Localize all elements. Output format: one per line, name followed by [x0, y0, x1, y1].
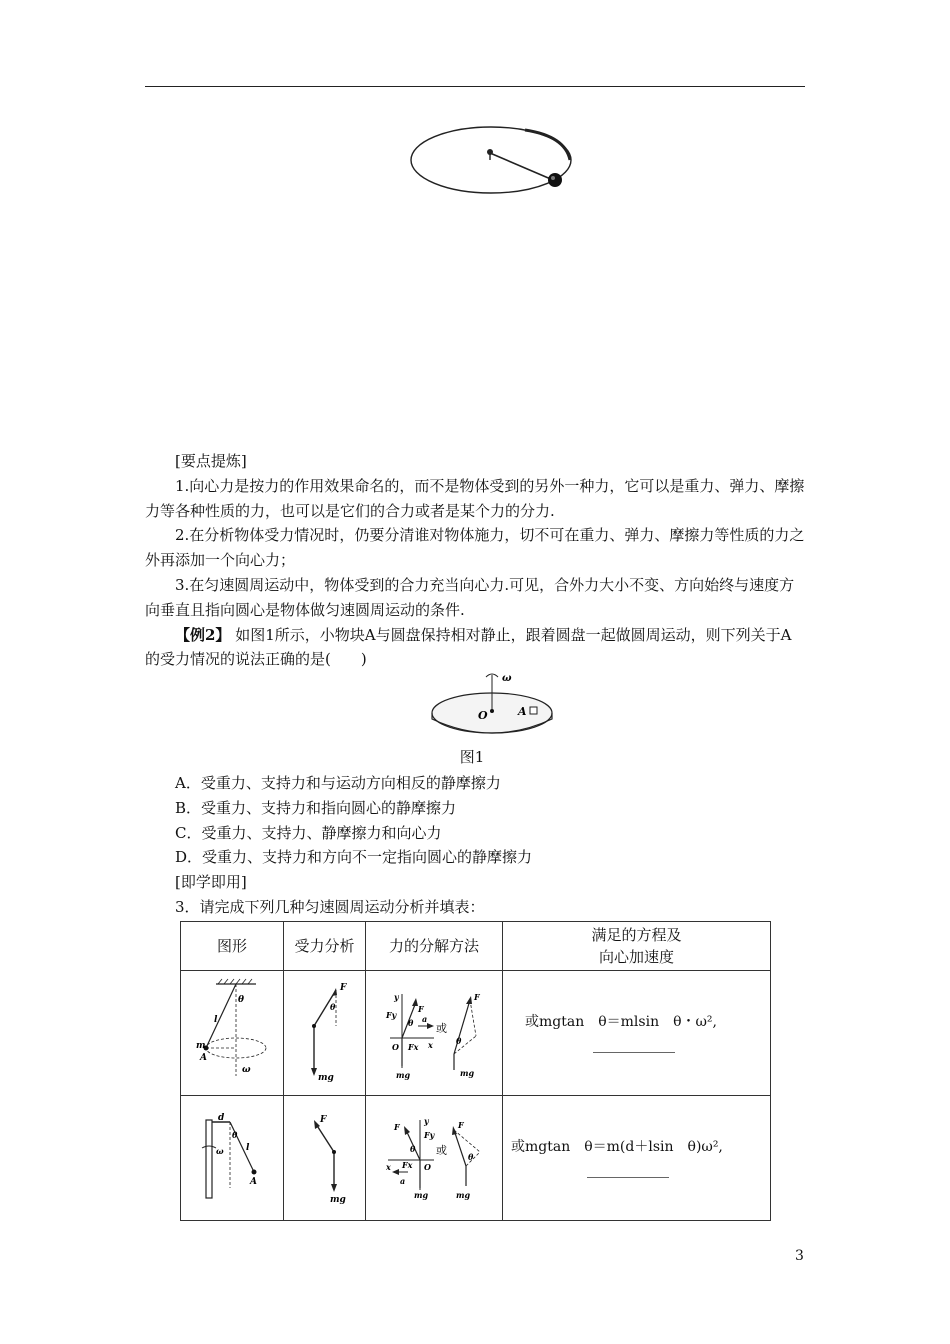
- row2-dec-a-label: a: [400, 1176, 406, 1186]
- row2-equation-cell: [503, 1096, 771, 1221]
- table-header-row: [181, 922, 771, 971]
- header-decomposition: 力的分解方法: [366, 922, 503, 971]
- circular-motion-illustration: [405, 122, 585, 198]
- row1-omega-label: ω: [242, 1065, 251, 1075]
- row1-dec-y-label: y: [394, 992, 399, 1002]
- row2-dec-o-label: O: [424, 1162, 431, 1172]
- example-label: 【例2】: [175, 625, 231, 644]
- row2-decomposition-diagram: [372, 1108, 496, 1204]
- row2-dec-theta-label: θ: [410, 1144, 416, 1154]
- example-question: [145, 623, 805, 673]
- row2-force-diagram: [290, 1108, 360, 1204]
- row2-a-label: A: [250, 1177, 257, 1187]
- row2-dec-y-label: y: [424, 1116, 429, 1126]
- row2-decomposition-cell: [366, 1096, 503, 1221]
- row2-force-mg-label: mg: [329, 1195, 346, 1204]
- row1-dec-a-label: a: [422, 1014, 428, 1024]
- row2-dec-f2-label: F: [458, 1120, 464, 1130]
- row1-dec-f2-label: F: [474, 992, 480, 1002]
- conical-pendulum-diagram: [184, 976, 280, 1086]
- row2-dec-fy-label: Fy: [424, 1130, 435, 1140]
- option-c: C．受重力、支持力、静摩擦力和向心力: [175, 823, 442, 842]
- summary-section: [145, 449, 805, 672]
- row1-dec-mg2-label: mg: [460, 1068, 475, 1078]
- row1-dec-x-label: x: [428, 1040, 433, 1050]
- row1-l-label: l: [214, 1015, 218, 1025]
- option-a: A．受重力、支持力和与运动方向相反的静摩擦力: [175, 774, 501, 792]
- row1-decomposition-cell: [366, 971, 503, 1096]
- row1-equation-cell: [503, 971, 771, 1096]
- row1-dec-or-label: 或: [436, 1022, 447, 1035]
- header-figure: 图形: [181, 922, 284, 971]
- figure-1-omega-label: ω: [502, 673, 512, 684]
- row2-l-label: l: [246, 1143, 250, 1153]
- row1-dec-o-label: O: [392, 1042, 399, 1052]
- practice-question: 3．请完成下列几种匀速圆周运动分析并填表：: [175, 897, 485, 916]
- header-equation-line-1: 满足的方程及: [591, 926, 682, 944]
- row2-d-label: d: [218, 1113, 225, 1123]
- page-number: 3: [795, 1248, 804, 1264]
- table-row: [181, 971, 771, 1096]
- row1-dec-mg-label: mg: [396, 1070, 411, 1080]
- row1-decomposition-diagram: [372, 976, 496, 1086]
- row2-force-cell: [284, 1096, 366, 1221]
- row2-dec-mg2-label: mg: [456, 1190, 471, 1200]
- row2-force-f-label: F: [319, 1115, 326, 1125]
- figure-1-disk: [430, 667, 555, 739]
- header-equation-line-2: 向心加速度: [598, 948, 674, 966]
- options-section: [145, 771, 805, 920]
- example-question-text: 如图1所示，小物块A与圆盘保持相对静止，跟着圆盘一起做圆周运动，则下列关于A的受力情况的说法正确的是( ): [145, 625, 792, 669]
- row2-dec-mg-label: mg: [414, 1190, 429, 1200]
- row2-dec-or-label: 或: [436, 1144, 447, 1157]
- row2-dec-x-label: x: [386, 1162, 391, 1172]
- figure-1-caption: 图1: [459, 748, 485, 766]
- option-b: B．受重力、支持力和指向圆心的静摩擦力: [175, 798, 457, 817]
- analysis-table: [180, 921, 771, 1221]
- practice-heading: [即学即用]: [175, 873, 247, 892]
- header-equation: [503, 922, 771, 971]
- row1-figure-cell: [181, 971, 284, 1096]
- row1-dec-theta2-label: θ: [456, 1036, 462, 1046]
- row1-force-cell: [284, 971, 366, 1096]
- row1-dec-f-label: F: [418, 1004, 424, 1014]
- row1-force-mg-label: mg: [317, 1073, 334, 1083]
- summary-point-3: 3.在匀速圆周运动中，物体受到的合力充当向心力.可见，合外力大小不变、方向始终与速度方向垂直且指向圆心是物体做匀速圆周运动的条件.: [145, 575, 795, 619]
- rotating-frame-diagram: [184, 1108, 280, 1204]
- option-d: D．受重力、支持力和方向不一定指向圆心的静摩擦力: [175, 848, 533, 867]
- row2-theta-label: θ: [232, 1130, 238, 1140]
- row2-dec-theta2-label: θ: [468, 1152, 474, 1162]
- row2-dec-fx-label: Fx: [402, 1160, 413, 1170]
- row1-m-label: m: [196, 1041, 206, 1051]
- row1-dec-fy-label: Fy: [386, 1010, 397, 1020]
- header-rule: [145, 86, 805, 87]
- row2-figure-cell: [181, 1096, 284, 1221]
- row1-force-theta-label: θ: [329, 1002, 335, 1012]
- row1-force-diagram: [290, 976, 360, 1086]
- row1-equation: 或mgtan θ＝mlsin θ・ω²,: [525, 1013, 717, 1030]
- figure-1-origin-label: O: [478, 709, 488, 722]
- table-row: [181, 1096, 771, 1221]
- row1-theta-label: θ: [238, 995, 245, 1005]
- figure-1-block-label: A: [518, 705, 527, 718]
- row1-force-f-label: F: [339, 983, 346, 993]
- row2-dec-f-label: F: [394, 1122, 400, 1132]
- row1-dec-fx-label: Fx: [408, 1042, 419, 1052]
- summary-point-1: 1.向心力是按力的作用效果命名的，而不是物体受到的另外一种力，它可以是重力、弹力、摩擦力等各种性质的力，也可以是它们的合力或者是某个力的分力.: [145, 476, 805, 520]
- row2-equation: 或mgtan θ＝m(d＋lsin θ)ω²,: [511, 1138, 723, 1155]
- row1-a-label: A: [200, 1053, 207, 1063]
- row2-omega-label: ω: [216, 1146, 224, 1156]
- row1-dec-theta-label: θ: [408, 1018, 414, 1028]
- row1-answer-blank[interactable]: [593, 1040, 675, 1053]
- summary-heading: [要点提炼]: [175, 452, 247, 470]
- summary-point-2: 2.在分析物体受力情况时，仍要分清谁对物体施力，切不可在重力、弹力、摩擦力等性质的力之外再添加一个向心力；: [145, 526, 805, 570]
- header-force-analysis: 受力分析: [284, 922, 366, 971]
- row2-answer-blank[interactable]: [587, 1165, 669, 1178]
